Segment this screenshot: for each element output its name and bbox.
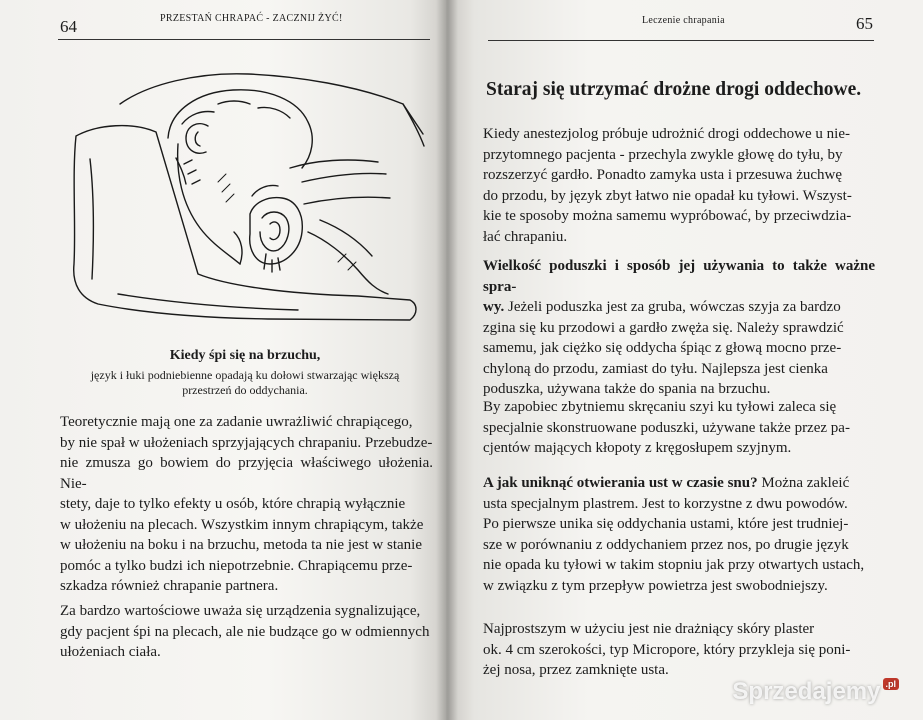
text-line: chyloną do przodu, zamiast do tyłu. Najlepsza jest cienka	[483, 360, 828, 377]
body-paragraph	[483, 256, 875, 400]
body-paragraph	[60, 412, 433, 597]
text-line: gdy pacjent śpi na plecach, ale nie budzące go w odmiennych	[60, 623, 430, 640]
bold-lead: wy.	[483, 299, 505, 315]
header-rule	[488, 40, 874, 41]
text-line: sze w porównaniu z oddychaniem przez nos, po drugie język	[483, 536, 849, 553]
text-line: By zapobiec zbytniemu skręcaniu szyi ku tyłowi zaleca się	[483, 399, 837, 415]
text-line: Po pierwsze unika się oddychania ustami, które jest trudniej-	[483, 516, 849, 532]
text-line: przytomnego pacjenta - przechyla zwykle głowę do tyłu, by	[483, 146, 843, 163]
text-line: samemu, jak ciężko się oddycha śpiąc z głową mocno prze-	[483, 340, 842, 356]
running-head: Leczenie chrapania	[642, 15, 725, 26]
text-line: ułożeniach ciała.	[60, 644, 161, 660]
text-line: Najprostszym w użyciu jest nie drażniący skóry plaster	[483, 621, 815, 637]
bold-lead: Wielkość poduszki i sposób jej używania to także ważne spra-	[483, 258, 875, 295]
book-gutter	[436, 0, 458, 720]
text-line: Teoretycznie mają one za zadanie uwrażliwić chrapiącego,	[60, 414, 413, 430]
text-line: łać chrapaniu.	[483, 228, 568, 245]
text-line: ok. 4 cm szerokości, typ Micropore, który przykleja się poni-	[483, 641, 851, 658]
text-line: Za bardzo wartościowe uważa się urządzenia sygnalizujące,	[60, 603, 421, 619]
text-line	[483, 473, 875, 494]
text-run: Można zakleić	[757, 475, 850, 491]
text-line: nie zmusza go bowiem do przyjęcia właściwego ułożenia. Nie-	[60, 455, 433, 492]
section-heading: Staraj się utrzymać drożne drogi oddechowe.	[486, 79, 862, 100]
text-line: by nie spał w ułożeniach sprzyjających chrapaniu. Przebudze-	[60, 434, 433, 451]
watermark-badge: .pl	[883, 678, 900, 690]
text-line: usta specjalnym plastrem. Jest to korzystne z dwu powodów.	[483, 495, 848, 512]
text-line	[483, 256, 875, 297]
text-line	[483, 297, 875, 318]
body-paragraph	[483, 619, 875, 681]
figure-caption-title: Kiedy śpi się na brzuchu,	[169, 348, 321, 363]
body-paragraph	[60, 601, 433, 663]
caption-line: język i łuki podniebienne opadają ku dołowi stwarzając większą	[90, 368, 400, 382]
sleeping-person-illustration	[58, 64, 433, 342]
text-line: nie opada ku tyłowi w takim stopniu jak przy otwartych ustach,	[483, 557, 865, 573]
bold-lead: A jak uniknąć otwierania ust w czasie snu?	[483, 475, 758, 491]
watermark-text: Sprzedajemy	[732, 678, 881, 705]
page-number: 64	[60, 17, 77, 36]
text-line: w związku z tym przepływ powietrza jest swobodniejszy.	[483, 577, 828, 594]
text-run: Jeżeli poduszka jest za gruba, wówczas szyja za bardzo	[504, 299, 841, 315]
page-number: 65	[856, 14, 873, 33]
body-paragraph	[483, 124, 875, 247]
caption-line: przestrzeń do oddychania.	[182, 383, 308, 397]
text-line: szkadza również chrapanie partnera.	[60, 578, 279, 594]
watermark	[732, 678, 899, 706]
left-page	[0, 0, 446, 720]
text-line: do przodu, by język zbyt łatwo nie opadał ku tyłowi. Wszyst-	[483, 187, 852, 204]
text-line: specjalnie skonstruowane poduszki, używane także przez pa-	[483, 419, 850, 436]
text-line: zgina się ku przodowi a gardło zwęża się. Należy sprawdzić	[483, 319, 844, 336]
text-line: poduszka, używana także do spania na brzuchu.	[483, 381, 771, 397]
text-line: cjentów mających kłopoty z kręgosłupem szyjnym.	[483, 440, 792, 456]
text-line: w ułożeniu na plecach. Wszystkim innym chrapiącym, także	[60, 516, 424, 533]
header-rule	[58, 39, 430, 40]
text-line: pomóc a tylko budzi ich niepotrzebnie. Chrapiącemu prze-	[60, 557, 413, 574]
body-paragraph	[483, 397, 875, 459]
body-paragraph	[483, 473, 875, 596]
text-line: stety, daje to tylko efekty u osób, które chrapią wyłącznie	[60, 496, 406, 512]
text-line: w ułożeniu na boku i na brzuchu, metoda ta nie jest w stanie	[60, 537, 422, 553]
figure-caption-text	[60, 368, 430, 398]
text-line: żej nosa, przez zamknięte usta.	[483, 662, 669, 678]
text-line: kie te sposoby można samemu wypróbować, by przeciwdzia-	[483, 208, 852, 224]
text-line: rozszerzyć gardło. Ponadto zamyka usta i przesuwa żuchwę	[483, 167, 843, 183]
running-head: PRZESTAŃ CHRAPAĆ - ZACZNIJ ŻYĆ!	[160, 13, 343, 24]
text-line: Kiedy anestezjolog próbuje udrożnić drogi oddechowe u nie-	[483, 126, 850, 142]
